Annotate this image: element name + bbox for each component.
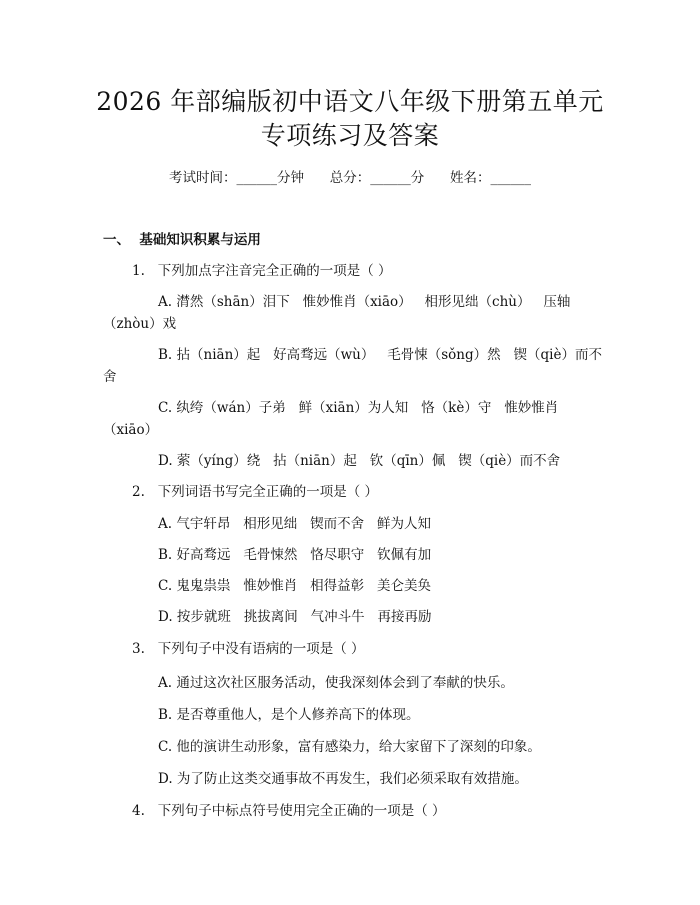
question-1-option-b-line-1: B. 拈（niān）起 好高骛远（wù） 毛骨悚（sǒng）然 锲（qiè）而不: [158, 347, 602, 363]
question-3-stem: 3. 下列句子中没有语病的一项是（ ）: [132, 641, 365, 657]
question-3-option-b: B. 是否尊重他人，是个人修养高下的体现。: [158, 707, 420, 723]
question-1-option-d: D. 萦（yíng）绕 拈（niān）起 钦（qīn）佩 锲（qiè）而不舍: [158, 453, 561, 469]
question-1-stem: 1. 下列加点字注音完全正确的一项是（ ）: [132, 263, 392, 279]
question-2-option-a: A. 气宇轩昂 相形见绌 锲而不舍 鲜为人知: [158, 516, 431, 532]
question-1-option-c-line-2: （xiāo）: [103, 422, 159, 438]
question-2-option-b: B. 好高骛远 毛骨悚然 恪尽职守 钦佩有加: [158, 547, 432, 563]
question-2-stem: 2. 下列词语书写完全正确的一项是（ ）: [132, 484, 379, 500]
exam-info-line: 考试时间：______分钟 总分：______分 姓名：______: [169, 170, 531, 186]
section-heading: 一、 基础知识积累与运用: [103, 232, 261, 248]
question-2-option-c: C. 鬼鬼祟祟 惟妙惟肖 相得益彰 美仑美奂: [158, 578, 432, 594]
question-3-option-c: C. 他的演讲生动形象，富有感染力，给大家留下了深刻的印象。: [158, 739, 541, 755]
question-1-option-c-line-1: C. 纨绔（wán）子弟 鲜（xiān）为人知 恪（kè）守 惟妙惟肖: [158, 400, 559, 416]
document-title-line-1: 2026 年部编版初中语文八年级下册第五单元: [96, 87, 604, 116]
question-1-option-a-line-1: A. 潸然（shān）泪下 惟妙惟肖（xiāo） 相形见绌（chù） 压轴: [158, 294, 571, 310]
question-1-option-b-line-2: 舍: [103, 369, 117, 385]
question-4-stem: 4. 下列句子中标点符号使用完全正确的一项是（ ）: [132, 803, 446, 819]
question-3-option-a: A. 通过这次社区服务活动，使我深刻体会到了奉献的快乐。: [158, 675, 514, 691]
document-title-line-2: 专项练习及答案: [260, 121, 440, 150]
question-2-option-d: D. 按步就班 挑拔离间 气冲斗牛 再接再励: [158, 609, 432, 625]
question-1-option-a-line-2: （zhòu）戏: [103, 316, 177, 332]
question-3-option-d: D. 为了防止这类交通事故不再发生，我们必须采取有效措施。: [158, 771, 528, 787]
